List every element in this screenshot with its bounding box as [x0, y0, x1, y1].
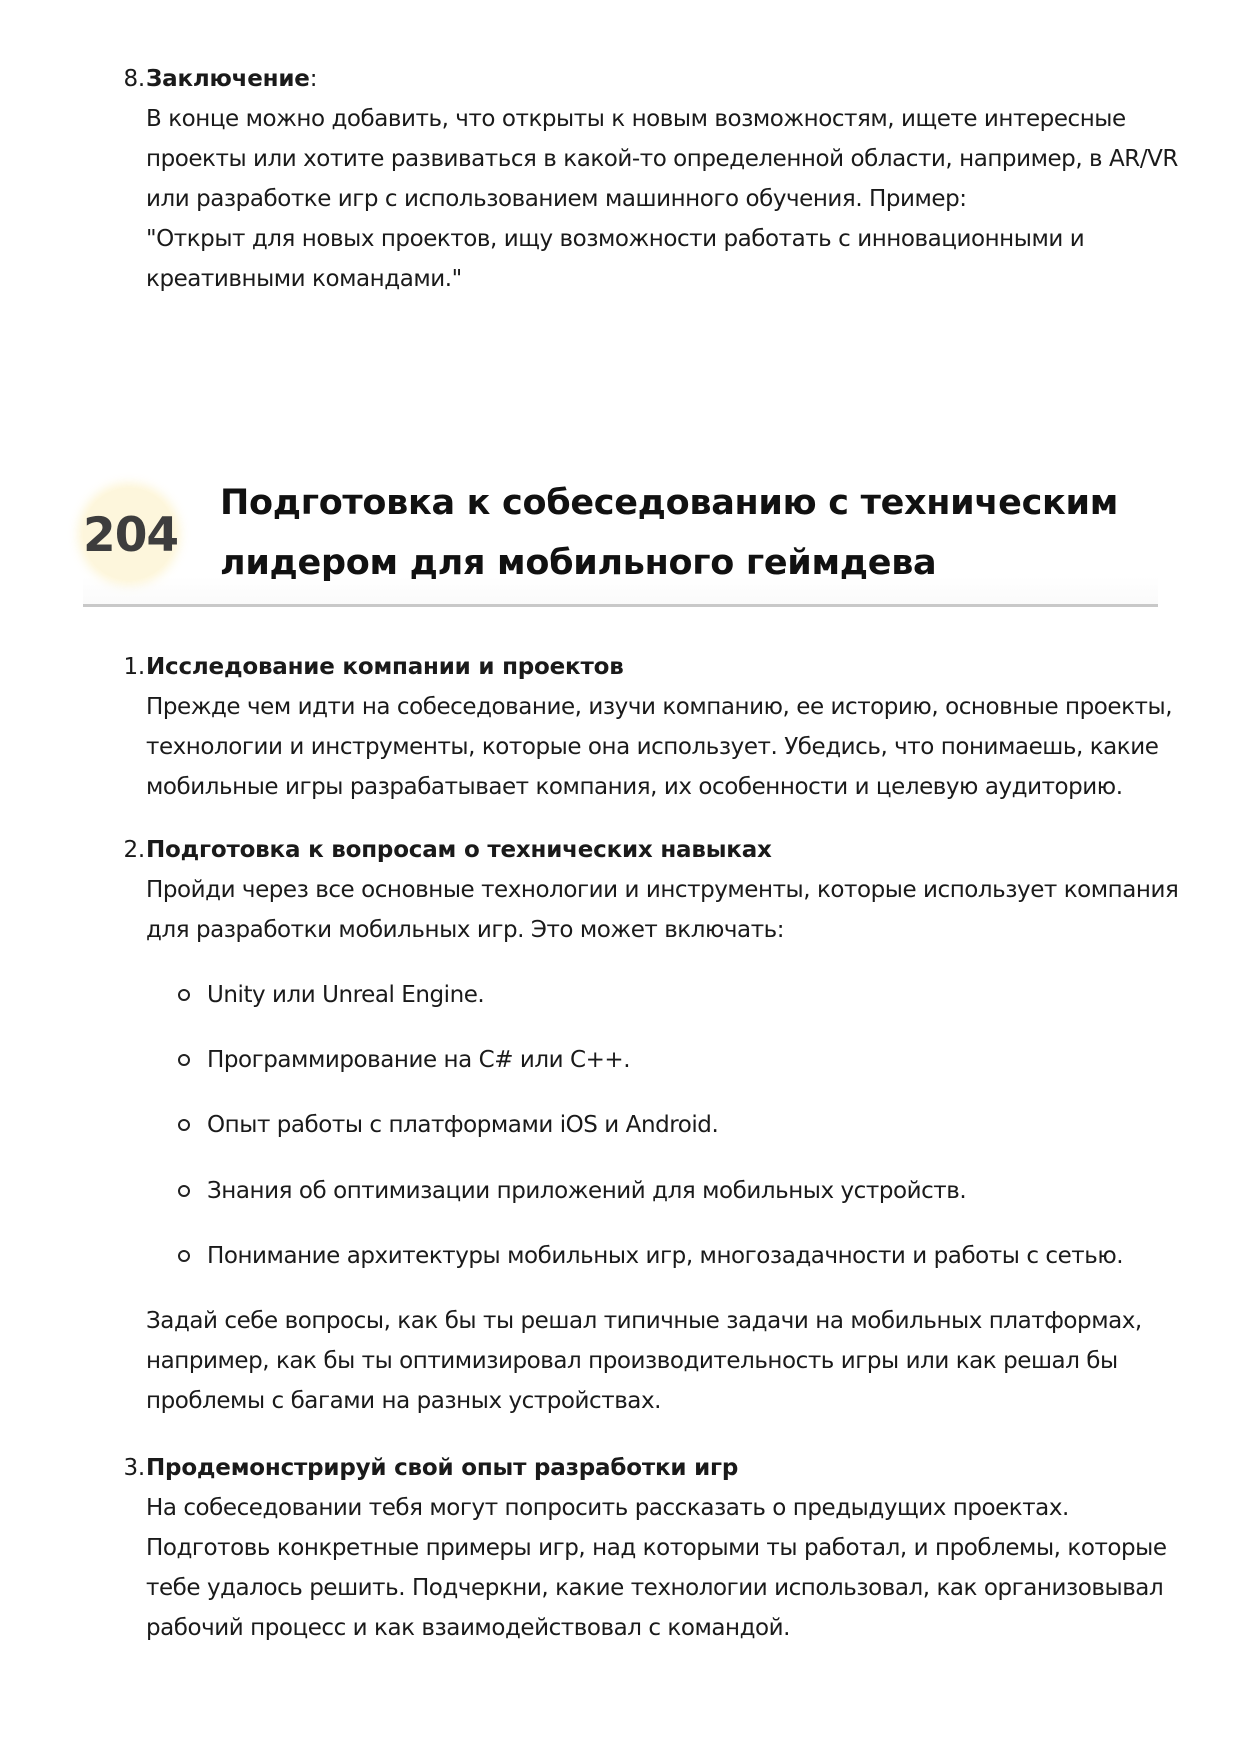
bullet-text: Unity или Unreal Engine. — [207, 982, 485, 1008]
paragraph-line: На собеседовании тебя могут попросить рассказать о предыдущих проектах. — [146, 1495, 1069, 1521]
list-item-conclusion — [117, 59, 1178, 299]
list-item-3 — [117, 1448, 1167, 1648]
section-title — [220, 473, 1118, 593]
list-item-1 — [117, 647, 1173, 807]
item-title: Продемонстрируй свой опыт разработки игр — [146, 1455, 739, 1481]
bullet-text: Программирование на C# или C++. — [207, 1047, 631, 1073]
paragraph-line: проблемы с багами на разных устройствах. — [146, 1388, 661, 1414]
conclusion-title-text: Заключение — [146, 66, 310, 92]
paragraph-line: креативными командами." — [146, 266, 462, 292]
paragraph-line: тебе удалось решить. Подчеркни, какие технологии использовал, как организовывал — [146, 1575, 1164, 1601]
bullet-circle-icon — [178, 989, 190, 1001]
paragraph-line: мобильные игры разрабатывает компания, их особенности и целевую аудиторию. — [146, 774, 1123, 800]
item-2-followup — [117, 1301, 1157, 1421]
item-paragraph — [146, 687, 1173, 807]
bullet-circle-icon — [178, 1185, 190, 1197]
bullet-circle-icon — [178, 1250, 190, 1262]
paragraph-line: В конце можно добавить, что открыты к новым возможностям, ищете интересные — [146, 106, 1126, 132]
paragraph-line: Подготовь конкретные примеры игр, над которыми ты работал, и проблемы, которые — [146, 1535, 1167, 1561]
bullet-circle-icon — [178, 1119, 190, 1131]
section-header — [83, 468, 1158, 607]
list-number: 2. — [123, 837, 145, 863]
paragraph-line: "Открыт для новых проектов, ищу возможности работать с инновационными и — [146, 226, 1085, 252]
item-title: Исследование компании и проектов — [146, 654, 624, 680]
conclusion-title — [146, 59, 1156, 99]
item-paragraph — [146, 870, 1179, 950]
bullet-text: Знания об оптимизации приложений для мобильных устройств. — [207, 1178, 967, 1204]
section-title-line: Подготовка к собеседованию с техническим — [220, 483, 1119, 523]
bullet-text: Опыт работы с платформами iOS и Android. — [207, 1112, 719, 1138]
paragraph-line: например, как бы ты оптимизировал производительность игры или как решал бы — [146, 1348, 1118, 1374]
conclusion-title-colon: : — [309, 66, 318, 92]
conclusion-paragraph — [146, 99, 1178, 299]
paragraph-line: для разработки мобильных игр. Это может включать: — [146, 917, 785, 943]
section-title-line: лидером для мобильного геймдева — [220, 543, 937, 583]
paragraph-line: или разработке игр с использованием машинного обучения. Пример: — [146, 186, 967, 212]
paragraph-line: проекты или хотите развиваться в какой-то определенной области, например, в AR/VR — [146, 146, 1178, 172]
item-paragraph — [146, 1488, 1167, 1648]
paragraph-line: Прежде чем идти на собеседование, изучи компанию, ее историю, основные проекты, — [146, 694, 1173, 720]
section-number: 204 — [83, 508, 179, 563]
list-number: 1. — [123, 654, 145, 680]
item-title: Подготовка к вопросам о технических навыках — [146, 837, 772, 863]
paragraph-line: технологии и инструменты, которые она использует. Убедись, что понимаешь, какие — [146, 734, 1159, 760]
item-paragraph — [146, 1301, 1156, 1421]
list-number: 3. — [123, 1455, 145, 1481]
bullet-circle-icon — [178, 1054, 190, 1066]
bullet-text: Понимание архитектуры мобильных игр, многозадачности и работы с сетью. — [207, 1243, 1124, 1269]
list-number: 8. — [123, 66, 145, 92]
paragraph-line: Задай себе вопросы, как бы ты решал типичные задачи на мобильных платформах, — [146, 1308, 1142, 1334]
list-item-2 — [117, 830, 1179, 950]
paragraph-line: Пройди через все основные технологии и инструменты, которые использует компания — [146, 877, 1179, 903]
paragraph-line: рабочий процесс и как взаимодействовал с командой. — [146, 1615, 791, 1641]
